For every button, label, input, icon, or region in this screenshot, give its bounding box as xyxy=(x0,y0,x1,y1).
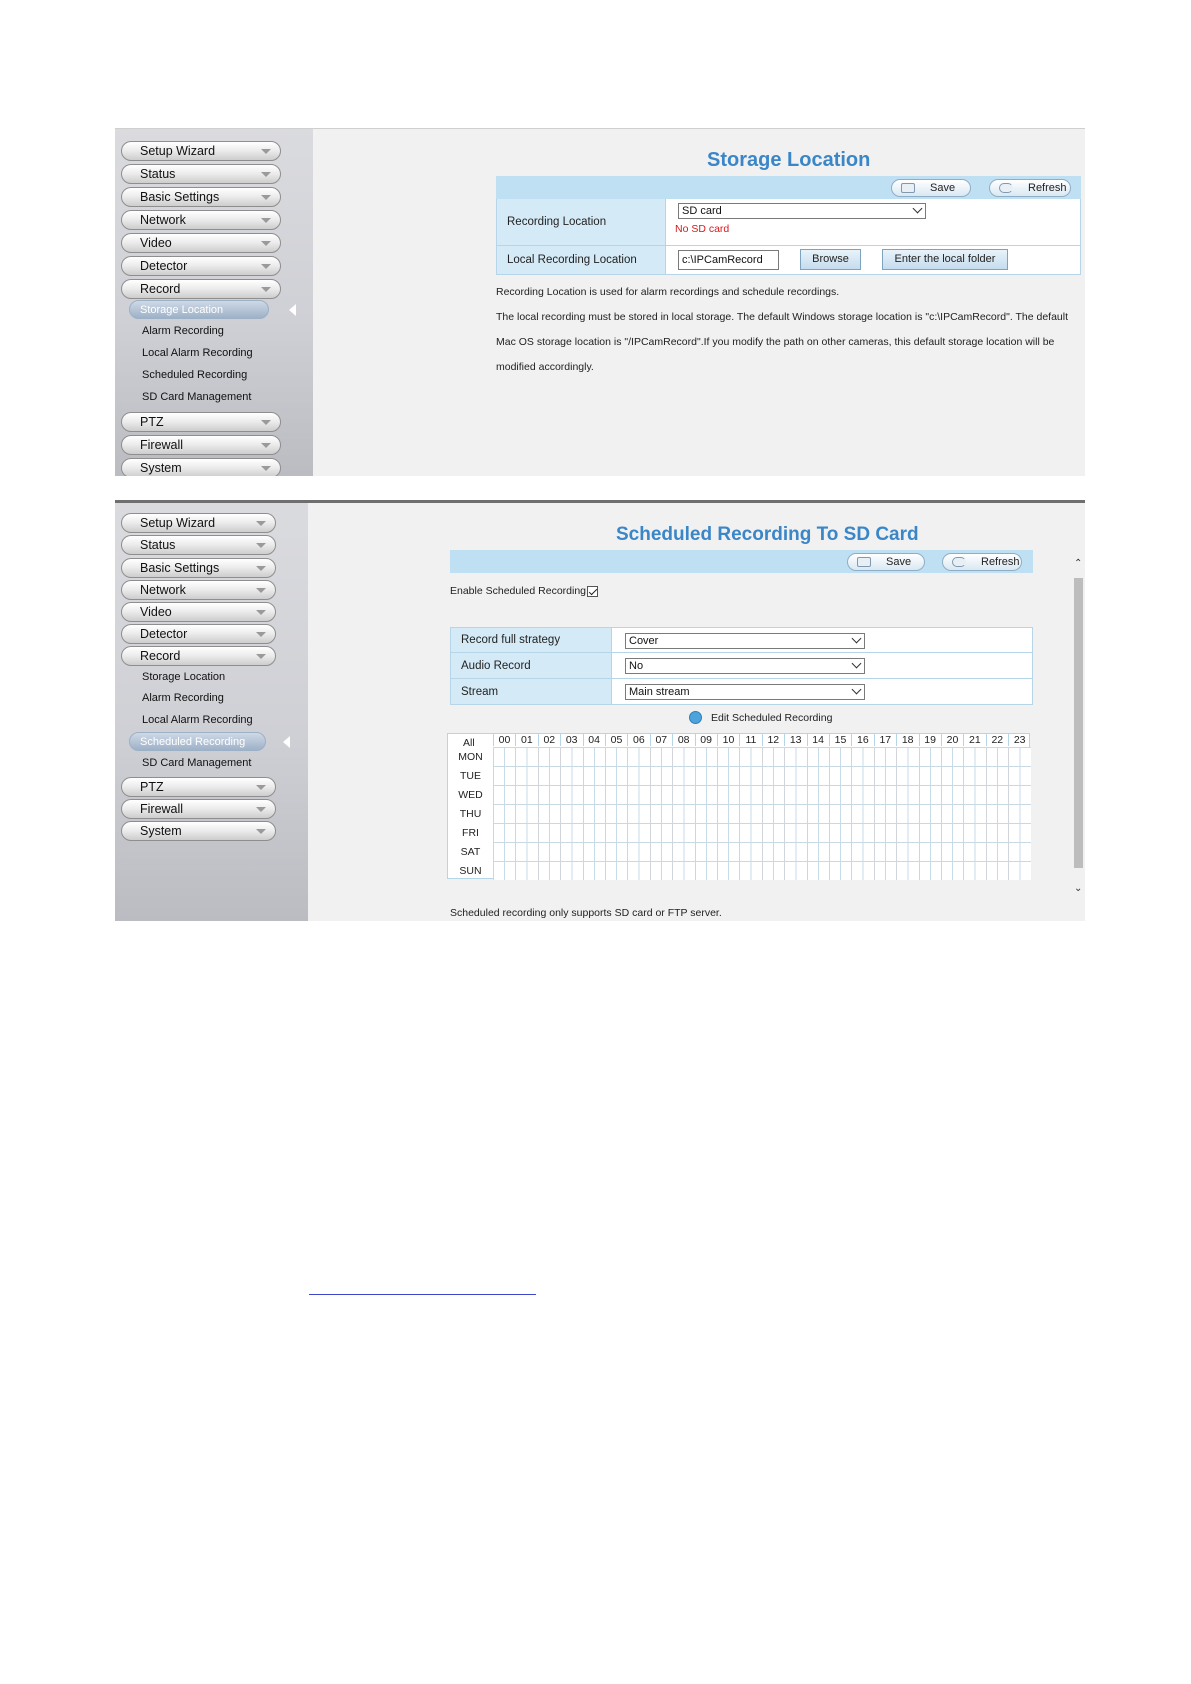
audio-record-select[interactable] xyxy=(625,658,865,674)
chevron-down-icon xyxy=(852,634,862,644)
menu-video[interactable] xyxy=(121,233,281,253)
save-button[interactable] xyxy=(891,179,971,197)
enter-local-folder-button[interactable]: Enter the local folder xyxy=(882,249,1008,270)
chevron-down-icon xyxy=(261,149,271,154)
note-line-3: Mac OS storage location is "/IPCamRecord".If you modify the path on other cameras, this default storage location will be xyxy=(496,336,1055,348)
hour-label[interactable]: 15 xyxy=(829,734,851,746)
enable-scheduled-recording-checkbox[interactable] xyxy=(587,586,598,597)
selected-pointer-icon xyxy=(283,736,290,748)
chevron-down-icon xyxy=(261,287,271,292)
label-text: Stream xyxy=(461,685,499,698)
menu-label: Firewall xyxy=(140,438,184,452)
row-divider xyxy=(493,804,1031,805)
menu-label: Status xyxy=(140,167,176,181)
hour-label[interactable]: 12 xyxy=(762,734,784,746)
hour-label[interactable]: 13 xyxy=(784,734,806,746)
submenu-alarm-recording[interactable]: Alarm Recording xyxy=(142,692,224,704)
chevron-down-icon xyxy=(852,685,862,695)
menu-label: Detector xyxy=(140,627,188,641)
menu-setup-wizard[interactable] xyxy=(121,141,281,161)
menu-record[interactable] xyxy=(121,646,276,666)
chevron-down-icon xyxy=(256,829,266,834)
save-label: Save xyxy=(930,182,956,194)
menu-system[interactable] xyxy=(121,821,276,841)
menu-video[interactable] xyxy=(121,602,276,622)
menu-label: Setup Wizard xyxy=(140,144,216,158)
menu-label: PTZ xyxy=(140,415,164,429)
hour-label[interactable]: 22 xyxy=(986,734,1008,746)
menu-firewall[interactable] xyxy=(121,799,276,819)
toolbar xyxy=(496,176,1081,199)
scroll-down-icon[interactable]: ⌄ xyxy=(1074,883,1083,894)
footer-note: Scheduled recording only supports SD card or FTP server. xyxy=(450,907,722,919)
menu-record[interactable] xyxy=(121,279,281,299)
refresh-label: Refresh xyxy=(981,556,1020,568)
hour-label[interactable]: 14 xyxy=(807,734,829,746)
local-recording-location-value xyxy=(666,246,1081,275)
record-full-strategy-label xyxy=(450,627,612,653)
chevron-down-icon xyxy=(261,264,271,269)
refresh-icon xyxy=(999,183,1013,193)
menu-label: PTZ xyxy=(140,780,164,794)
hour-label[interactable]: 09 xyxy=(695,734,717,746)
hour-label[interactable]: 08 xyxy=(672,734,694,746)
save-label: Save xyxy=(886,556,912,568)
menu-basic-settings[interactable] xyxy=(121,558,276,578)
menu-label: System xyxy=(140,461,182,475)
hour-label[interactable]: 23 xyxy=(1008,734,1030,746)
save-button[interactable] xyxy=(847,553,925,571)
hour-label[interactable]: 16 xyxy=(851,734,873,746)
menu-label: System xyxy=(140,824,182,838)
menu-detector[interactable] xyxy=(121,256,281,276)
edit-scheduled-recording-link[interactable]: Edit Scheduled Recording xyxy=(711,712,833,724)
recording-location-value xyxy=(666,199,1081,246)
submenu-scheduled-recording[interactable]: Scheduled Recording xyxy=(129,732,266,751)
menu-detector[interactable] xyxy=(121,624,276,644)
chevron-down-icon xyxy=(256,543,266,548)
day-label[interactable]: SUN xyxy=(459,865,482,877)
chevron-down-icon xyxy=(256,807,266,812)
label-text: Record full strategy xyxy=(461,634,561,646)
storage-location-screen xyxy=(115,128,1085,476)
menu-label: Setup Wizard xyxy=(140,516,216,530)
row-divider xyxy=(493,842,1031,843)
submenu-alarm-recording[interactable]: Alarm Recording xyxy=(142,325,224,337)
menu-status[interactable] xyxy=(121,164,281,184)
hour-label[interactable]: 19 xyxy=(919,734,941,746)
menu-system[interactable] xyxy=(121,458,281,476)
menu-label: Record xyxy=(140,649,181,663)
selected-pointer-icon xyxy=(289,304,296,316)
toolbar xyxy=(450,550,1033,573)
chevron-down-icon xyxy=(256,566,266,571)
hour-label[interactable]: 05 xyxy=(605,734,627,746)
chevron-down-icon xyxy=(261,420,271,425)
submenu-storage-location[interactable]: Storage Location xyxy=(129,300,269,319)
menu-label: Video xyxy=(140,236,172,250)
menu-setup-wizard[interactable] xyxy=(121,513,276,533)
schedule-grid[interactable] xyxy=(447,733,1030,879)
note-line-1: Recording Location is used for alarm recordings and schedule recordings. xyxy=(496,286,840,298)
hour-label[interactable]: 18 xyxy=(896,734,918,746)
day-label[interactable]: SAT xyxy=(460,846,481,858)
hour-label[interactable]: 02 xyxy=(538,734,560,746)
hour-label[interactable]: 11 xyxy=(739,734,761,746)
chevron-down-icon xyxy=(256,632,266,637)
scroll-thumb[interactable] xyxy=(1074,578,1083,868)
menu-label: Video xyxy=(140,605,172,619)
chevron-down-icon xyxy=(261,443,271,448)
chevron-down-icon xyxy=(256,654,266,659)
scroll-up-icon[interactable]: ⌃ xyxy=(1074,558,1083,569)
audio-record-value xyxy=(612,653,1033,679)
select-all-button[interactable]: All xyxy=(463,737,475,749)
menu-ptz[interactable] xyxy=(121,777,276,797)
page-title: Scheduled Recording To SD Card xyxy=(616,524,919,545)
submenu-scheduled-recording[interactable]: Scheduled Recording xyxy=(142,369,248,381)
row-divider xyxy=(493,861,1031,862)
menu-label: Network xyxy=(140,583,186,597)
day-label[interactable]: THU xyxy=(459,808,482,820)
scheduled-recording-screen xyxy=(115,500,1085,921)
hour-label[interactable]: 20 xyxy=(941,734,963,746)
chevron-down-icon xyxy=(852,659,862,669)
day-label[interactable]: MON xyxy=(458,751,483,763)
scrollbar[interactable] xyxy=(1072,558,1085,913)
hour-label[interactable]: 21 xyxy=(963,734,985,746)
chevron-down-icon xyxy=(256,588,266,593)
refresh-icon xyxy=(952,557,966,567)
menu-label: Record xyxy=(140,282,181,296)
refresh-button[interactable] xyxy=(942,553,1022,571)
record-full-strategy-value xyxy=(612,627,1033,653)
row-divider xyxy=(493,785,1031,786)
menu-ptz[interactable] xyxy=(121,412,281,432)
chevron-down-icon xyxy=(261,241,271,246)
stream-select[interactable] xyxy=(625,684,865,700)
row-divider xyxy=(493,823,1031,824)
chevron-down-icon xyxy=(256,785,266,790)
select-value: Cover xyxy=(629,635,659,647)
note-line-2: The local recording must be stored in local storage. The default Windows storage location is "c:\IPCamRecord". The default xyxy=(496,311,1069,323)
chevron-down-icon xyxy=(256,521,266,526)
menu-label: Network xyxy=(140,213,186,227)
recording-location-select[interactable] xyxy=(678,203,926,219)
menu-network[interactable] xyxy=(121,210,281,230)
hour-label[interactable]: 04 xyxy=(583,734,605,746)
day-label[interactable]: TUE xyxy=(460,770,481,782)
refresh-button[interactable] xyxy=(989,179,1071,197)
hyperlink-underline[interactable] xyxy=(309,1294,536,1295)
select-value: No xyxy=(629,660,644,672)
chevron-down-icon xyxy=(261,466,271,471)
refresh-label: Refresh xyxy=(1028,182,1067,194)
submenu-local-alarm-recording[interactable]: Local Alarm Recording xyxy=(142,714,253,726)
browse-button[interactable]: Browse xyxy=(800,249,861,270)
hour-label[interactable]: 01 xyxy=(515,734,537,746)
menu-basic-settings[interactable] xyxy=(121,187,281,207)
sidebar xyxy=(115,503,308,921)
menu-label: Status xyxy=(140,538,176,552)
hour-label[interactable]: 07 xyxy=(650,734,672,746)
chevron-down-icon xyxy=(261,218,271,223)
label-text: Local Recording Location xyxy=(507,254,637,266)
local-path-input[interactable]: c:\IPCamRecord xyxy=(678,250,779,270)
save-icon xyxy=(857,557,871,567)
recording-location-label xyxy=(496,199,666,246)
chevron-down-icon xyxy=(256,610,266,615)
menu-label: Firewall xyxy=(140,802,184,816)
stream-value xyxy=(612,679,1033,705)
row-divider xyxy=(493,747,1031,748)
label-text: Recording Location xyxy=(507,216,607,228)
menu-network[interactable] xyxy=(121,580,276,600)
menu-status[interactable] xyxy=(121,535,276,555)
menu-firewall[interactable] xyxy=(121,435,281,455)
chevron-down-icon xyxy=(261,172,271,177)
note-line-4: modified accordingly. xyxy=(496,361,594,373)
hour-label[interactable]: 10 xyxy=(717,734,739,746)
submenu-sd-card-management[interactable]: SD Card Management xyxy=(142,391,252,403)
row-divider xyxy=(493,766,1031,767)
edit-icon[interactable] xyxy=(689,711,702,724)
hour-label[interactable]: 06 xyxy=(627,734,649,746)
menu-label: Basic Settings xyxy=(140,561,220,575)
hour-label[interactable]: 00 xyxy=(493,734,515,746)
hour-label[interactable]: 17 xyxy=(874,734,896,746)
stream-label xyxy=(450,679,612,705)
hour-label[interactable]: 03 xyxy=(560,734,582,746)
menu-label: Basic Settings xyxy=(140,190,220,204)
audio-record-label xyxy=(450,653,612,679)
chevron-down-icon xyxy=(261,195,271,200)
submenu-sd-card-management[interactable]: SD Card Management xyxy=(142,757,252,769)
chevron-down-icon xyxy=(913,204,923,214)
select-value: SD card xyxy=(682,205,722,217)
submenu-storage-location[interactable]: Storage Location xyxy=(142,671,226,683)
submenu-local-alarm-recording[interactable]: Local Alarm Recording xyxy=(142,347,253,359)
save-icon xyxy=(901,183,915,193)
sidebar xyxy=(115,129,313,476)
day-label[interactable]: FRI xyxy=(462,827,479,839)
menu-label: Detector xyxy=(140,259,188,273)
day-label[interactable]: WED xyxy=(458,789,483,801)
page-title: Storage Location xyxy=(707,149,871,171)
label-text: Audio Record xyxy=(461,659,531,672)
local-recording-location-label xyxy=(496,246,666,275)
no-sd-card-warning: No SD card xyxy=(675,223,730,235)
select-value: Main stream xyxy=(629,686,690,698)
record-full-strategy-select[interactable] xyxy=(625,633,865,649)
enable-scheduled-recording-label: Enable Scheduled Recording xyxy=(450,585,587,597)
